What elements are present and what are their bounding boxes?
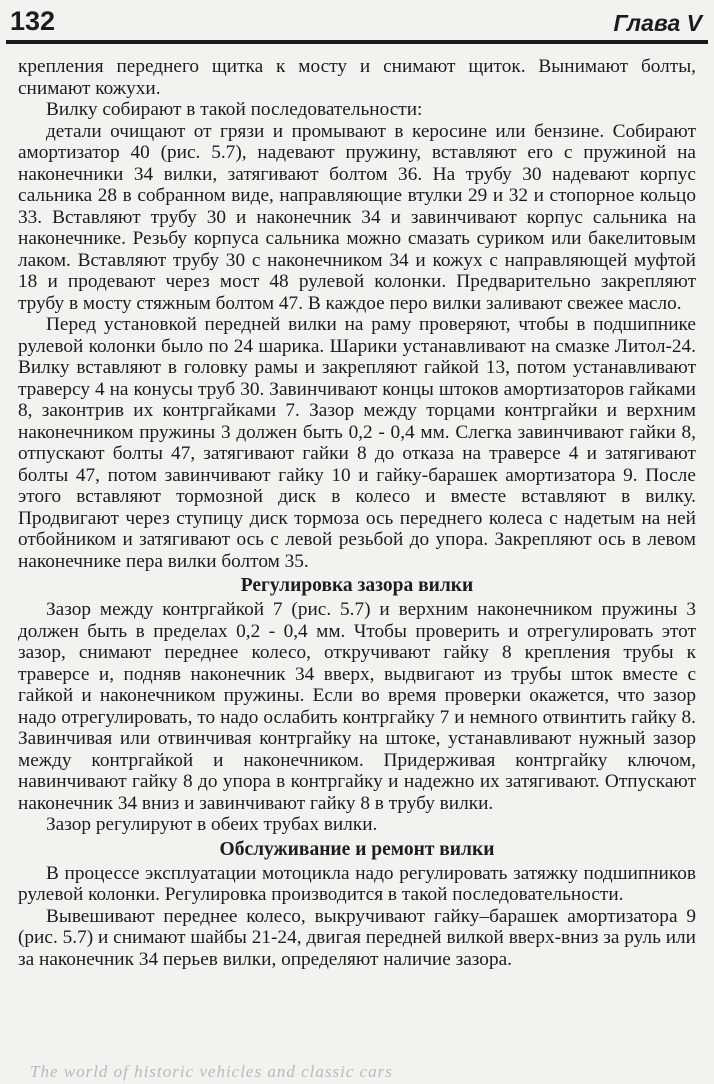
paragraph-fork-service: В процессе эксплуатации мотоцикла надо регулировать затяжку подшипников рулевой колонки. Регулировка производится в такой последовательности. (18, 862, 696, 905)
page-body (18, 56, 696, 970)
watermark-text: The world of historic vehicles and classic cars (30, 1062, 393, 1081)
section-heading-fork-gap: Регулировка зазора вилки (240, 575, 474, 596)
paragraph-assembly-steps: детали очищают от грязи и промывают в керосине или бензине. Собирают амортизатор 40 (рис. 5.7), надевают пружину, вставляют его с пружиной на наконечники 34 вилки, затягивают болтом 36. На трубу 30 надевают корпус сальника 28 в собранном виде, направляющие втулки 29 и 32 и стопорное кольцо 33. Вставляют трубу 30 и наконечник 34 и завинчивают корпус сальника на наконечнике. Резьбу корпуса сальника можно смазать суриком или бакелитовым лаком. Вставляют трубу 30 с наконечником 34 и кожух с направляющей муфтой 18 и продевают через мост 48 рулевой колонки. Предварительно закрепляют трубу в мосту стяжным болтом 47. В каждое перо вилки заливают свежее масло. (18, 120, 696, 314)
paragraph-installation: Перед установкой передней вилки на раму проверяют, чтобы в подшипнике рулевой колонки было по 24 шарика. Шарики устанавливают на смазке Литол-24. Вилку вставляют в головку рамы и закрепляют гайкой 13, потом устанавливают траверсу 4 на конусы труб 30. Завинчивают концы штоков амортизаторов гайками 8, законтрив их контргайками 7. Зазор между торцами контргайки и верхним наконечником пружины 3 должен быть 0,2 - 0,4 мм. Слегка завинчивают гайки 8, отпускают болты 47, затягивают гайки 8 до отказа на траверсе 4 и затягивают болты 47, потом завинчивают гайку 10 и гайку-барашек амортизатора 9. После этого вставляют тормозной диск в колесо и вместе вставляют в вилку. Продвигают через ступицу диск тормоза ось переднего колеса с надетым на ней отбойником и затягивают ось с левой резьбой до упора. Закрепляют ось в левом наконечнике пера вилки болтом 35. (18, 314, 696, 572)
chapter-title: Глава V (613, 10, 702, 36)
paragraph-fork-gap: Зазор между контргайкой 7 (рис. 5.7) и верхним наконечником пружины 3 должен быть в пределах 0,2 - 0,4 мм. Чтобы проверить и отрегулировать этот зазор, снимают переднее колесо, откручивают гайку 8 крепления трубы к траверсе и, подняв наконечник 34 вверх, выдвигают из трубы шток вместе с гайкой и наконечником пружины. Если во время проверки окажется, что зазор надо отрегулировать, то надо ослабить контргайку 7 и немного отвинтить гайку 8. Завинчивая или отвинчивая контргайку на штоке, устанавливают нужный зазор между контргайкой и наконечником. Придерживая контргайку ключом, навинчивают гайку 8 до упора в контргайку и надежно их затягивают. Отпускают наконечник 34 вниз и завинчивают гайку 8 в трубу вилки. (18, 599, 696, 814)
header-rule (6, 40, 708, 44)
section-heading-fork-service: Обслуживание и ремонт вилки (219, 838, 495, 860)
paragraph-assembly-intro: Вилку собирают в такой последовательности: (46, 99, 423, 120)
page-header (0, 0, 714, 48)
paragraph-fork-service-steps: Вывешивают переднее колесо, выкручивают гайку–барашек амортизатора 9 (рис. 5.7) и снимают шайбы 21-24, двигая передней вилкой вверх-вниз за руль или за наконечник 34 перьев вилки, определяют наличие зазора. (18, 905, 696, 970)
paragraph-fork-gap-note: Зазор регулируют в обеих трубах вилки. (46, 814, 378, 835)
paragraph-continuation: крепления переднего щитка к мосту и снимают щиток. Вынимают болты, снимают кожухи. (18, 56, 696, 99)
page-number: 132 (10, 6, 56, 36)
